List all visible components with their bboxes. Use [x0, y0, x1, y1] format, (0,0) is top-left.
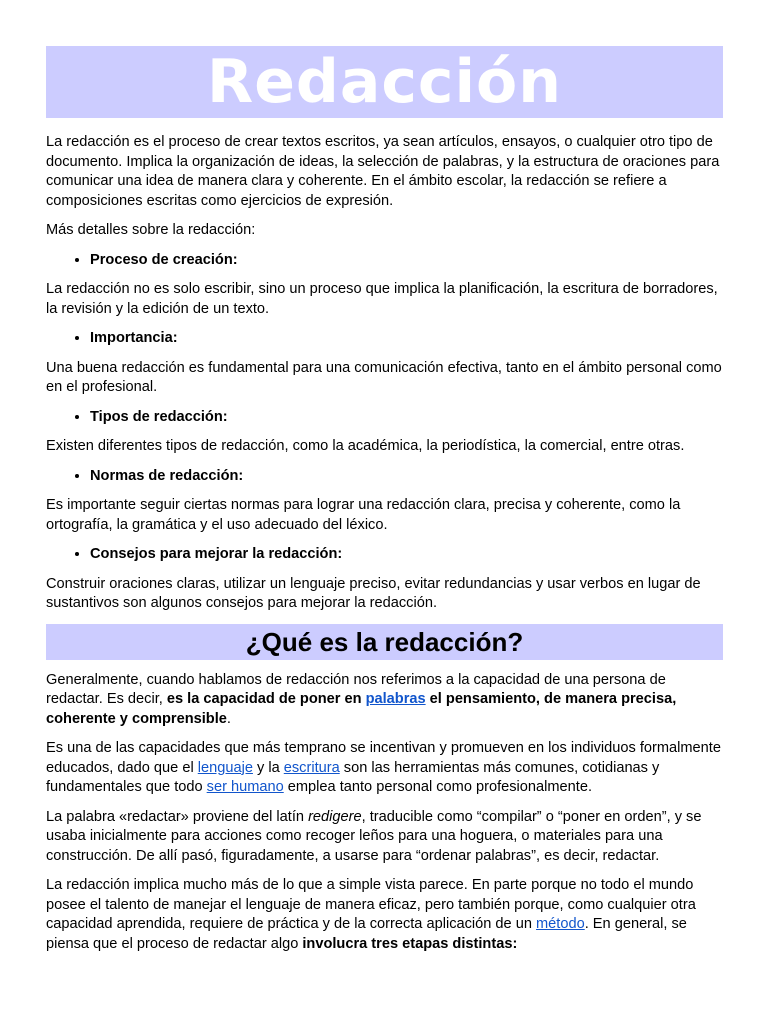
etymology-paragraph [46, 808, 723, 867]
more-details-text: Más detalles sobre la redacción: [46, 222, 256, 238]
definition-bold-start: es la capacidad de poner en [166, 691, 366, 707]
section-text-tips: Construir oraciones claras, utilizar un lenguaje preciso, evitar redundancias y usar verbos en lugar de sustantivos son algunos consejos para mejorar la redacción. [46, 575, 701, 611]
section-text-creation: La redacción no es solo escribir, sino un proceso que implica la planificación, la escritura de borradores, la revisión y la edición de un texto. [46, 281, 718, 317]
etymology-text-a: La palabra «redactar» proviene del latín [46, 808, 309, 825]
etymology-latin-word: redigere [308, 808, 362, 825]
section-heading-tips: • Consejos para mejorar la redacción: [90, 545, 723, 565]
section-list-3 [46, 408, 723, 428]
capabilities-text-a: Es una de las capacidades que más temprano se incentivan y promueven en los individuos formalmente educados, dado que el [46, 740, 721, 776]
link-metodo[interactable]: método [536, 916, 585, 932]
document-page [46, 46, 723, 964]
capabilities-paragraph [46, 739, 723, 798]
section-text-types: Existen diferentes tipos de redacción, como la académica, la periodística, la comercial, entre otras. [46, 438, 685, 454]
link-ser-humano[interactable]: ser humano [206, 779, 284, 795]
section-title-what-is: ¿Qué es la redacción? [46, 624, 723, 660]
section-text-importance: Una buena redacción es fundamental para una comunicación efectiva, tanto en el ámbito personal como en el profesional. [46, 359, 722, 395]
link-palabras[interactable]: palabras [365, 691, 426, 707]
intro-paragraph: La redacción es el proceso de crear textos escritos, ya sean artículos, ensayos, o cualquier otro tipo de documento. Implica la organización de ideas, la selección de palabras, y la estructura de oraciones para comunicar una idea de manera clara y coherente. En el ámbito escolar, la redacción se refiere a composiciones escritas como ejercicios de expresión. [46, 134, 720, 209]
definition-text: Generalmente, cuando hablamos de redacción nos referimos a la capacidad de una persona de redactar. Es decir, [46, 671, 666, 707]
section-list-2 [46, 329, 723, 349]
section-list-5 [46, 545, 723, 565]
section-heading-norms: • Normas de redacción: [90, 467, 723, 487]
process-paragraph [46, 876, 723, 954]
section-heading-types: • Tipos de redacción: [90, 408, 723, 428]
capabilities-text-c: son las herramientas más comunes, cotidianas y fundamentales que todo [46, 759, 660, 795]
process-text-a: La redacción implica mucho más de lo que a simple vista parece. En parte porque no todo el mundo posee el talento de manejar el lenguaje de manera eficaz, pero también porque, como cualquier otra capacidad aprendida, requiere de práctica y de la correcta aplicación de un [46, 877, 696, 932]
definition-bold-end: el pensamiento, de manera precisa, coherente y comprensible [46, 691, 677, 727]
section-list-1 [46, 251, 723, 271]
capabilities-text-d: emplea tanto personal como profesionalmente. [283, 779, 593, 795]
section-heading-creation: • Proceso de creación: [90, 251, 723, 271]
definition-period: . [226, 710, 231, 727]
link-escritura[interactable]: escritura [283, 759, 340, 776]
definition-paragraph [46, 671, 723, 730]
link-lenguaje[interactable]: lenguaje [197, 759, 253, 776]
process-text-b: . En general, se piensa que el proceso de redactar algo [46, 916, 687, 952]
page-title: Redacción [46, 46, 723, 118]
process-bold: involucra tres etapas distintas: [302, 935, 518, 952]
capabilities-text-b: y la [252, 759, 284, 776]
section-heading-importance: • Importancia: [90, 329, 723, 349]
section-list-4 [46, 467, 723, 487]
etymology-text-b: , traducible como “compilar” o “poner en orden”, y se usaba inicialmente para acciones como recoger leños para una hoguera, o materiales para una construcción. De allí pasó, figuradamente, a usarse para “ordenar palabras”, es decir, redactar. [46, 808, 702, 864]
section-text-norms: Es importante seguir ciertas normas para lograr una redacción clara, precisa y coherente, como la ortografía, la gramática y el uso adecuado del léxico. [46, 497, 681, 533]
